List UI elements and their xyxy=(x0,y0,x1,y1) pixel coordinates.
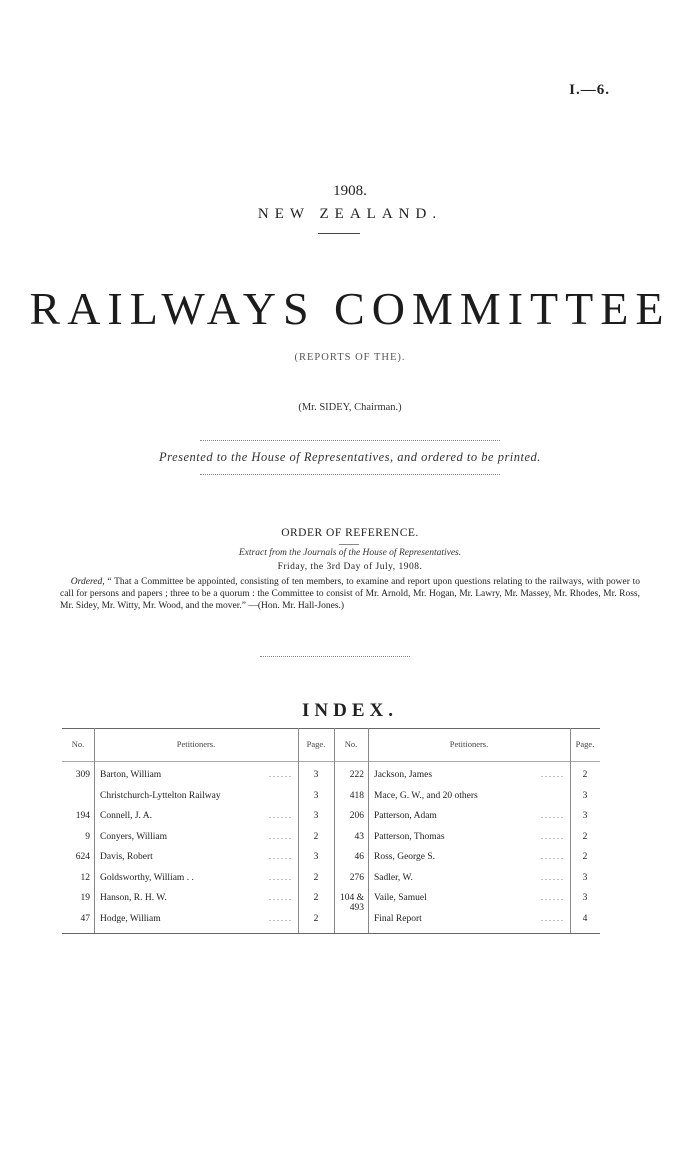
leader-dots: . . . . . . xyxy=(269,770,291,779)
country-heading: NEW ZEALAND. xyxy=(257,206,443,222)
order-date: Friday, the 3rd Day of July, 1908. xyxy=(277,562,423,572)
order-of-reference-heading: ORDER OF REFERENCE. xyxy=(281,527,419,539)
leader-dots: . . . . . . xyxy=(269,913,291,923)
extract-line: Extract from the Journals of the House of Representatives. xyxy=(238,548,462,558)
page-number: 3 xyxy=(313,790,319,801)
petition-number: 309 xyxy=(75,770,90,780)
presented-rule-bottom xyxy=(200,474,500,475)
table-row xyxy=(62,811,600,831)
petition-number: 418 xyxy=(349,790,364,801)
petition-number: 276 xyxy=(349,872,364,883)
page-number: 3 xyxy=(582,811,588,821)
petition-number: 46 xyxy=(354,852,364,862)
header-page-right: Page. xyxy=(575,739,595,749)
table-row xyxy=(62,770,600,790)
leader-dots: . . . . . . xyxy=(541,913,563,923)
order-paragraph xyxy=(60,576,640,612)
page-number: 2 xyxy=(313,872,319,883)
header-petitioners-left: Petitioners. xyxy=(176,739,216,749)
header-no-left: No. xyxy=(71,739,85,749)
leader-dots: . . . . . . xyxy=(541,893,563,902)
ordered-word: Ordered, xyxy=(70,577,105,587)
petitioner-name: Patterson, Thomas xyxy=(374,831,445,842)
page-number: 2 xyxy=(582,770,588,780)
index-heading: INDEX. xyxy=(302,700,398,721)
table-row xyxy=(62,914,600,934)
petition-number: 47 xyxy=(80,913,90,924)
petitioner-name: Sadler, W. xyxy=(374,872,413,883)
table-row xyxy=(62,873,600,893)
petition-number: 12 xyxy=(80,872,90,883)
leader-dots: . . . . . . xyxy=(269,852,291,861)
header-petitioners-right: Petitioners. xyxy=(449,739,489,749)
page-number: 3 xyxy=(582,872,588,883)
order-text: “ That a Committee be appointed, consisting of ten members, to examine and report upon questions relating to the railways, with power to call for persons and papers ; three to be a quorum : the Committee to consist of Mr. Arnold, Mr. Hogan, Mr. Lawry, Mr. Massey, Mr. Rhodes, Mr. Ross, Mr. Sidey, Mr. Witty, Mr. Wood, and the mover.” —(Hon. Mr. Hall-Jones.) xyxy=(60,577,641,611)
leader-dots: . . . . . . xyxy=(269,893,291,902)
page-number: 2 xyxy=(313,913,319,924)
petition-number: 9 xyxy=(85,831,90,842)
header-page-left: Page. xyxy=(306,739,326,749)
page-number: 3 xyxy=(313,852,319,862)
petition-number: 43 xyxy=(354,831,364,842)
petitioner-name: Hanson, R. H. W. xyxy=(100,893,167,903)
table-row xyxy=(62,852,600,872)
presented-rule-top xyxy=(200,440,500,441)
leader-dots: . . . . . . xyxy=(269,831,291,841)
petitioner-name: Barton, William xyxy=(100,770,162,780)
header-divider xyxy=(318,233,360,234)
petitioner-name: Vaile, Samuel xyxy=(374,893,427,903)
page-number: 2 xyxy=(582,831,588,842)
chairman-line: (Mr. SIDEY, Chairman.) xyxy=(298,402,402,413)
index-table xyxy=(62,728,600,933)
petitioner-name: Davis, Robert xyxy=(100,852,153,862)
leader-dots: . . . . . . xyxy=(269,872,291,882)
leader-dots: . . . . . . xyxy=(269,811,291,820)
petition-number: 222 xyxy=(349,770,364,780)
leader-dots: . . . . . . xyxy=(541,831,563,841)
header-no-right: No. xyxy=(344,739,358,749)
petition-number: 624 xyxy=(75,852,90,862)
leader-dots: . . . . . . xyxy=(541,852,563,861)
petitioner-name: Final Report xyxy=(374,913,422,924)
page-number: 2 xyxy=(313,831,319,842)
table-header-rule xyxy=(62,761,600,762)
petitioner-name: Mace, G. W., and 20 others xyxy=(374,790,478,801)
petition-number: 206 xyxy=(349,811,364,821)
petition-number: 104 & xyxy=(339,893,364,903)
petitioner-name: Ross, George S. xyxy=(374,852,436,862)
petitioner-name: Christchurch-Lyttelton Railway xyxy=(100,790,221,801)
table-top-rule xyxy=(62,728,600,729)
petitioner-name: Conyers, William xyxy=(100,831,167,842)
document-title: RAILWAYS COMMITTEE xyxy=(29,283,671,334)
page-number: 4 xyxy=(582,913,588,924)
leader-dots: . . . . . . xyxy=(541,770,563,779)
table-row xyxy=(62,832,600,852)
leader-dots: . . . . . . xyxy=(541,811,563,820)
table-row xyxy=(62,893,600,913)
petition-number-secondary: 493 xyxy=(349,903,364,913)
order-divider xyxy=(339,544,359,545)
petition-number: 19 xyxy=(80,893,90,903)
page-number: 2 xyxy=(582,852,588,862)
parliamentary-reference-code: I.—6. xyxy=(569,82,610,98)
petitioner-name: Jackson, James xyxy=(374,770,433,780)
leader-dots: . . . . . . xyxy=(541,872,563,882)
petitioner-name: Goldsworthy, William . . xyxy=(100,872,194,883)
section-divider xyxy=(260,656,410,657)
petitioner-name: Patterson, Adam xyxy=(374,811,437,821)
petition-number: 194 xyxy=(75,811,90,821)
document-year: 1908. xyxy=(333,183,367,199)
table-row xyxy=(62,791,600,811)
page-number: 3 xyxy=(582,893,588,903)
petitioner-name: Connell, J. A. xyxy=(100,811,152,821)
petitioner-name: Hodge, William xyxy=(100,913,161,924)
page-number: 2 xyxy=(313,893,319,903)
page-number: 3 xyxy=(582,790,588,801)
page-number: 3 xyxy=(313,811,319,821)
presented-statement: Presented to the House of Representatives, and ordered to be printed. xyxy=(159,450,541,464)
document-subtitle: (REPORTS OF THE). xyxy=(294,352,406,363)
page-number: 3 xyxy=(313,770,319,780)
